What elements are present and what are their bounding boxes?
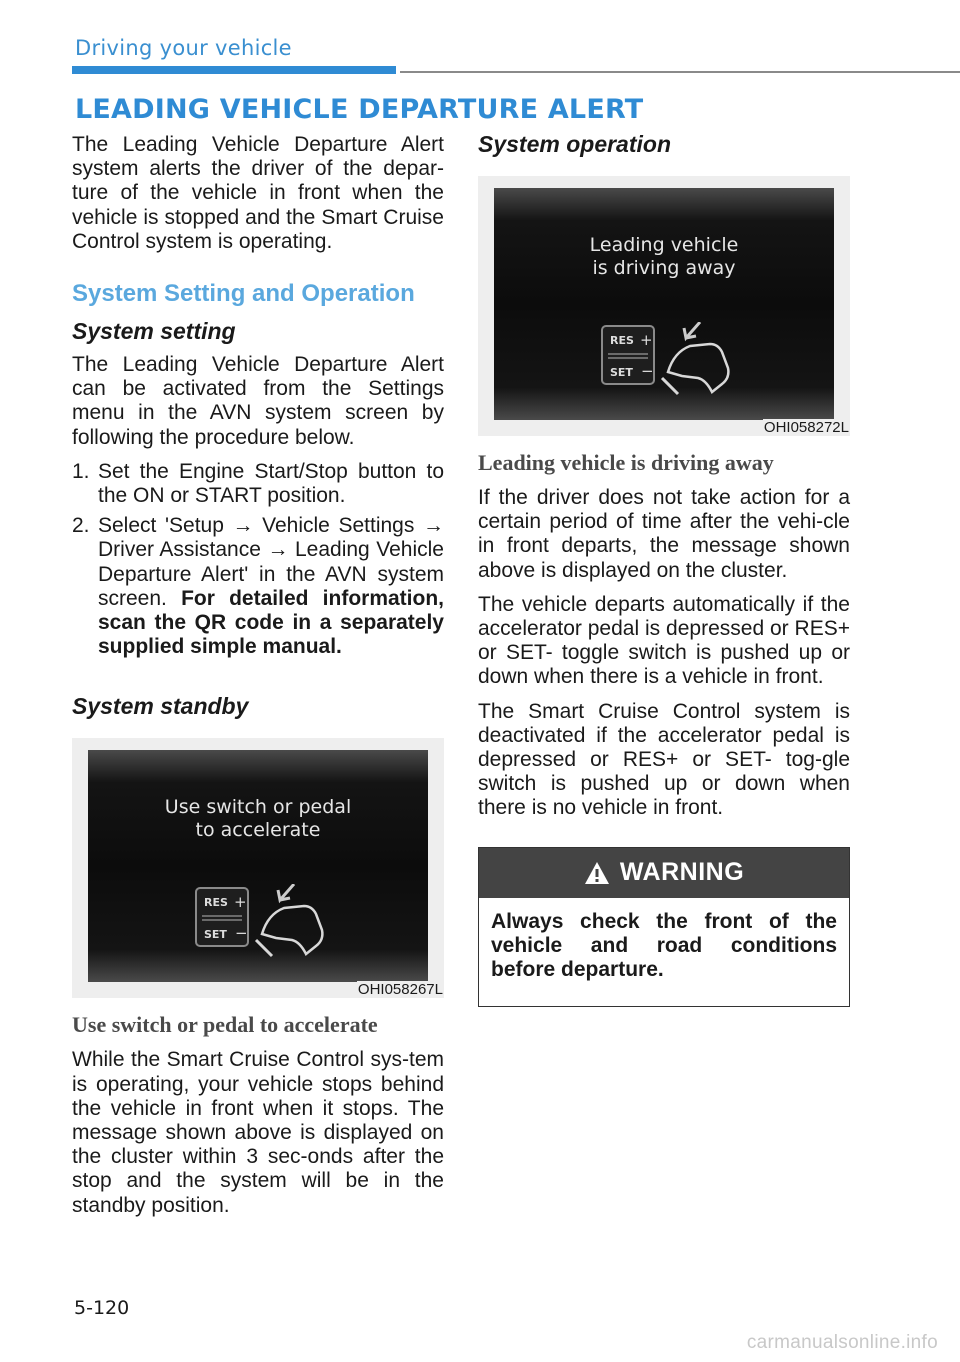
list-item [72,460,444,508]
arrow-down-icon [684,322,700,338]
procedure-list [72,460,444,660]
cluster-message [88,796,428,842]
operation-figure [478,176,850,436]
figure-caption: Leading vehicle is driving away [478,450,774,475]
operation-paragraph-2: The vehicle departs automatically if the accelerator pedal is depressed or RES+ or SET- toggle switch is pushed up or down when there is a vehicle in front. [478,592,850,689]
step-number: 2. [72,514,90,538]
header-bar-accent [72,66,396,74]
list-item [72,514,444,659]
standby-paragraph: While the Smart Cruise Control sys-tem is operating, your vehicle stops behind the vehicle in front when it stops. The message shown above is displayed on the cluster within 3 sec-onds after the stop and the system will be in the standby position. [72,1048,444,1217]
cluster-message-line: Use switch or pedal [164,796,352,819]
cluster-message-line: Leading vehicle [589,234,739,256]
section-label: Driving your vehicle [75,36,292,60]
warning-header [479,848,849,898]
step-text [98,514,444,659]
cluster-screen [88,750,428,982]
page-title: LEADING VEHICLE DEPARTURE ALERT [75,94,644,125]
header-rule [400,71,960,73]
system-standby-heading: System standby [72,693,249,720]
warning-box [478,847,850,1008]
left-column [72,133,444,1228]
page-number: 5-120 [74,1297,130,1319]
warning-title: WARNING [619,858,745,887]
switch-set-label: SET [610,366,633,379]
figure-code: OHI058272L [763,419,849,436]
switch-res-label: RES [204,896,228,910]
switch-pedal-icon [600,322,760,402]
operation-paragraph-1: If the driver does not take action for a certain period of time after the vehi-cle in front departs, the message shown above is displayed on the cluster. [478,486,850,582]
pedal-shape [262,906,322,954]
right-column [478,131,850,1007]
system-operation-heading: System operation [478,131,671,157]
switch-set-label: SET [204,928,227,942]
system-setting-heading: System setting [72,318,236,345]
step-text-main: Select 'Setup → Vehicle Settings → Driver Assistance → Leading Vehicle Departure Alert' in the AVN system screen. [98,514,444,610]
watermark: carmanualsonline.info [746,1332,938,1353]
cluster-message [494,234,834,280]
arrow-down-icon [278,884,294,900]
figure-caption: Use switch or pedal to accelerate [72,1012,378,1038]
cluster-message-line: is driving away [592,257,736,279]
switch-res-label: RES [610,334,634,347]
step-number: 1. [72,459,90,483]
step-text-bold: For detailed information, scan the QR code in a separately supplied simple manual. [98,586,444,659]
cluster-screen [494,188,834,420]
plus-icon: + [234,893,247,912]
minus-icon: − [641,362,654,380]
system-setting-paragraph: The Leading Vehicle Departure Alert can be activated from the Settings menu in the AVN system screen by following the procedure below. [72,353,444,449]
pedal-shape [668,344,728,392]
minus-icon: − [235,924,248,943]
warning-triangle-icon [584,861,610,885]
cluster-message-line: to accelerate [195,819,321,842]
standby-figure [72,738,444,998]
operation-paragraph-3: The Smart Cruise Control system is deactivated if the accelerator pedal is depressed or RES+ or SET- tog-gle switch is pushed up or down when there is no vehicle in front. [478,699,850,820]
plus-icon: + [640,331,653,349]
switch-pedal-icon [194,884,354,964]
step-text: Set the Engine Start/Stop button to the ON or START position. [98,459,444,508]
figure-code: OHI058267L [357,981,443,999]
warning-text: Always check the front of the vehicle and road conditions before departure. [491,909,837,982]
intro-paragraph: The Leading Vehicle Departure Alert system alerts the driver of the depar-ture of the vehicle in front when the vehicle is stopped and the Smart Cruise Control system is operating. [72,133,444,253]
setting-operation-heading: System Setting and Operation [72,280,415,308]
